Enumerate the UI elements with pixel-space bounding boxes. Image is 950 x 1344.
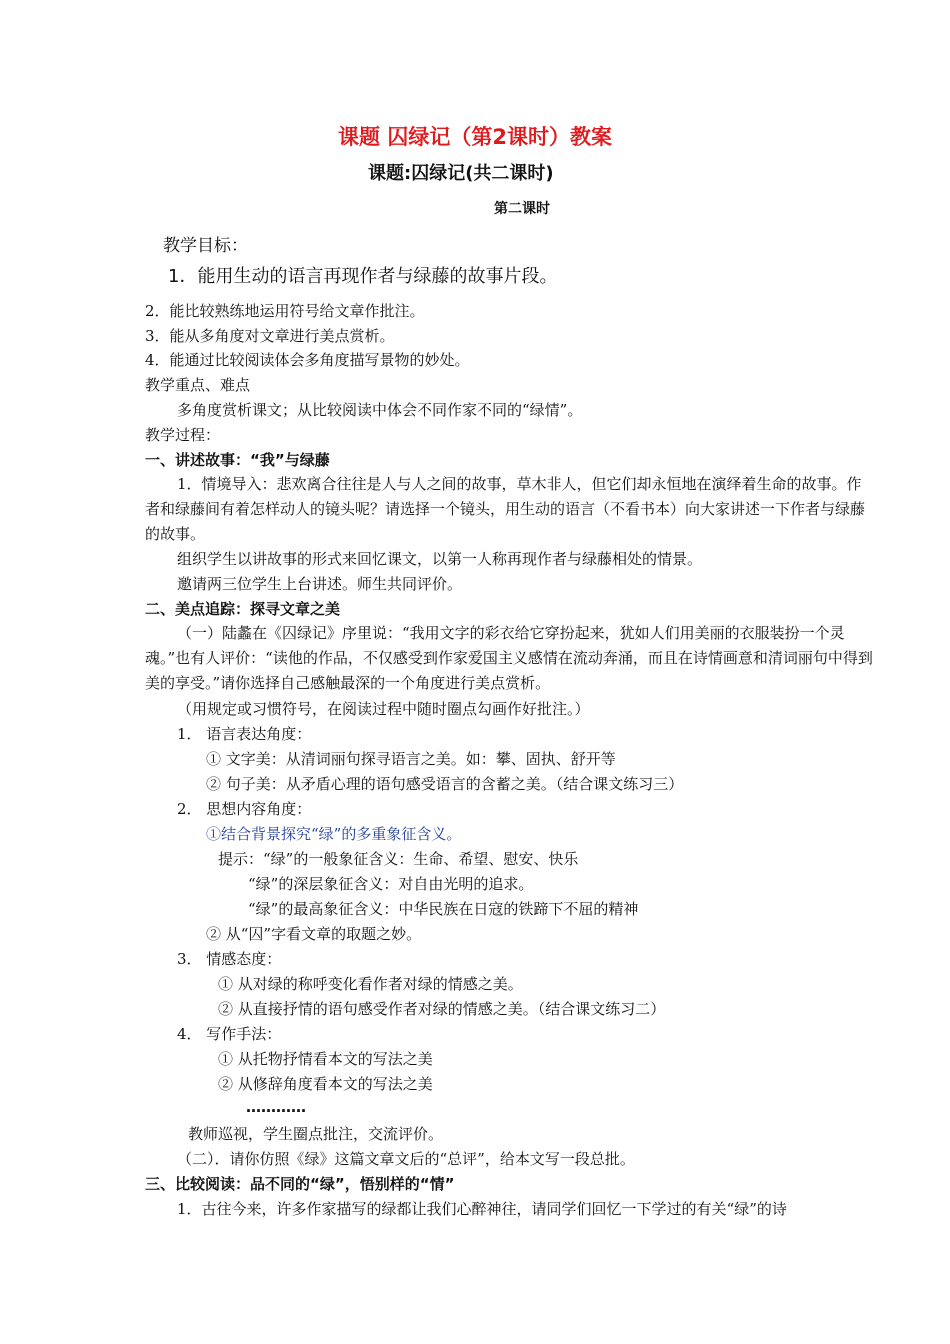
- document-subtitle: 课题:囚绿记(共二课时): [368, 163, 554, 184]
- section-2-annotation-note: （用规定或习惯符号，在阅读过程中随时圈点勾画作好批注。）: [177, 700, 590, 718]
- section-1-paragraph-2: 组织学生以讲故事的形式来回忆课文，以第一人称再现作者与绿藤相处的情景。: [177, 550, 703, 568]
- angle-2-item-b: ② 从“囚”字看文章的取题之妙。: [206, 925, 422, 943]
- angle-1-label: 1． 语言表达角度：: [177, 725, 312, 743]
- objective-4: 4．能通过比较阅读体会多角度描写景物的妙处。: [145, 351, 470, 369]
- session-label: 第二课时: [494, 201, 550, 217]
- angle-1-item-b: ② 句子美：从矛盾心理的语句感受语言的含蓄之美。（结合课文练习三）: [206, 775, 684, 793]
- section-1-paragraph-3: 邀请两三位学生上台讲述。师生共同评价。: [177, 575, 463, 593]
- angle-2-item-a: ①结合背景探究“绿”的多重象征含义。: [206, 825, 462, 843]
- section-2-heading: 二、美点追踪：探寻文章之美: [145, 600, 341, 618]
- section-3-heading: 三、比较阅读：品不同的“绿”，悟别样的“情”: [145, 1175, 455, 1193]
- objectives-heading: 教学目标：: [163, 236, 248, 256]
- angle-3-item-a: ① 从对绿的称呼变化看作者对绿的情感之美。: [218, 975, 523, 993]
- angle-4-item-b: ② 从修辞角度看本文的写法之美: [218, 1075, 433, 1093]
- objective-3: 3．能从多角度对文章进行美点赏析。: [145, 327, 395, 345]
- objective-2: 2．能比较熟练地运用符号给文章作批注。: [145, 302, 425, 320]
- section-3-paragraph-1: 1．古往今来，许多作家描写的绿都让我们心醉神往，请同学们回忆一下学过的有关“绿”的诗: [177, 1200, 787, 1218]
- process-heading: 教学过程：: [145, 426, 221, 444]
- document-title: 课题 囚绿记（第2课时）教案: [338, 125, 612, 149]
- angle-2-top-meaning: “绿”的最高象征含义：中华民族在日寇的铁蹄下不屈的精神: [248, 900, 639, 918]
- section-1-heading: 一、讲述故事：“我”与绿藤: [145, 451, 330, 469]
- angle-2-hint: 提示：“绿”的一般象征含义：生命、希望、慰安、快乐: [218, 850, 579, 868]
- angle-2-deep-meaning: “绿”的深层象征含义：对自由光明的追求。: [248, 875, 534, 893]
- angle-3-label: 3． 情感态度：: [177, 950, 282, 968]
- section-2-paragraph-3: （二）．请你仿照《绿》这篇文章文后的“总评”，给本文写一段总批。: [177, 1150, 635, 1168]
- angle-3-item-b: ② 从直接抒情的语句感受作者对绿的情感之美。（结合课文练习二）: [218, 1000, 666, 1018]
- angle-1-item-a: ① 文字美：从清词丽句探寻语言之美。如：攀、固执、舒开等: [206, 750, 616, 768]
- angle-4-item-a: ① 从托物抒情看本文的写法之美: [218, 1050, 433, 1068]
- section-1-paragraph-1: 1．情境导入：悲欢离合往往是人与人之间的故事，草木非人，但它们却永恒地在演绎着生命的故事。作者和绿藤间有着怎样动人的镜头呢？请选择一个镜头，用生动的语言（不看书本）向大家讲述一下作者与绿藤的故事。: [145, 475, 866, 543]
- objective-1: 1．能用生动的语言再现作者与绿藤的故事片段。: [168, 266, 558, 287]
- key-points-heading: 教学重点、难点: [145, 376, 251, 394]
- key-points-text: 多角度赏析课文；从比较阅读中体会不同作家不同的“绿情”。: [177, 401, 583, 419]
- angle-4-label: 4． 写作手法：: [177, 1025, 282, 1043]
- angle-2-label: 2． 思想内容角度：: [177, 800, 312, 818]
- teacher-patrol-note: 教师巡视，学生圈点批注，交流评价。: [188, 1125, 444, 1143]
- ellipsis-dots: …………: [246, 1098, 306, 1116]
- section-2-paragraph-1: （一）陆蠡在《囚绿记》序里说：“我用文字的彩衣给它穿扮起来，犹如人们用美丽的衣服装扮一个灵魂。”也有人评价：“读他的作品，不仅感受到作家爱国主义感情在流动奔涌，而且在诗情画意和清词丽句中得到美的享受。”请你选择自己感触最深的一个角度进行美点赏析。: [145, 624, 873, 692]
